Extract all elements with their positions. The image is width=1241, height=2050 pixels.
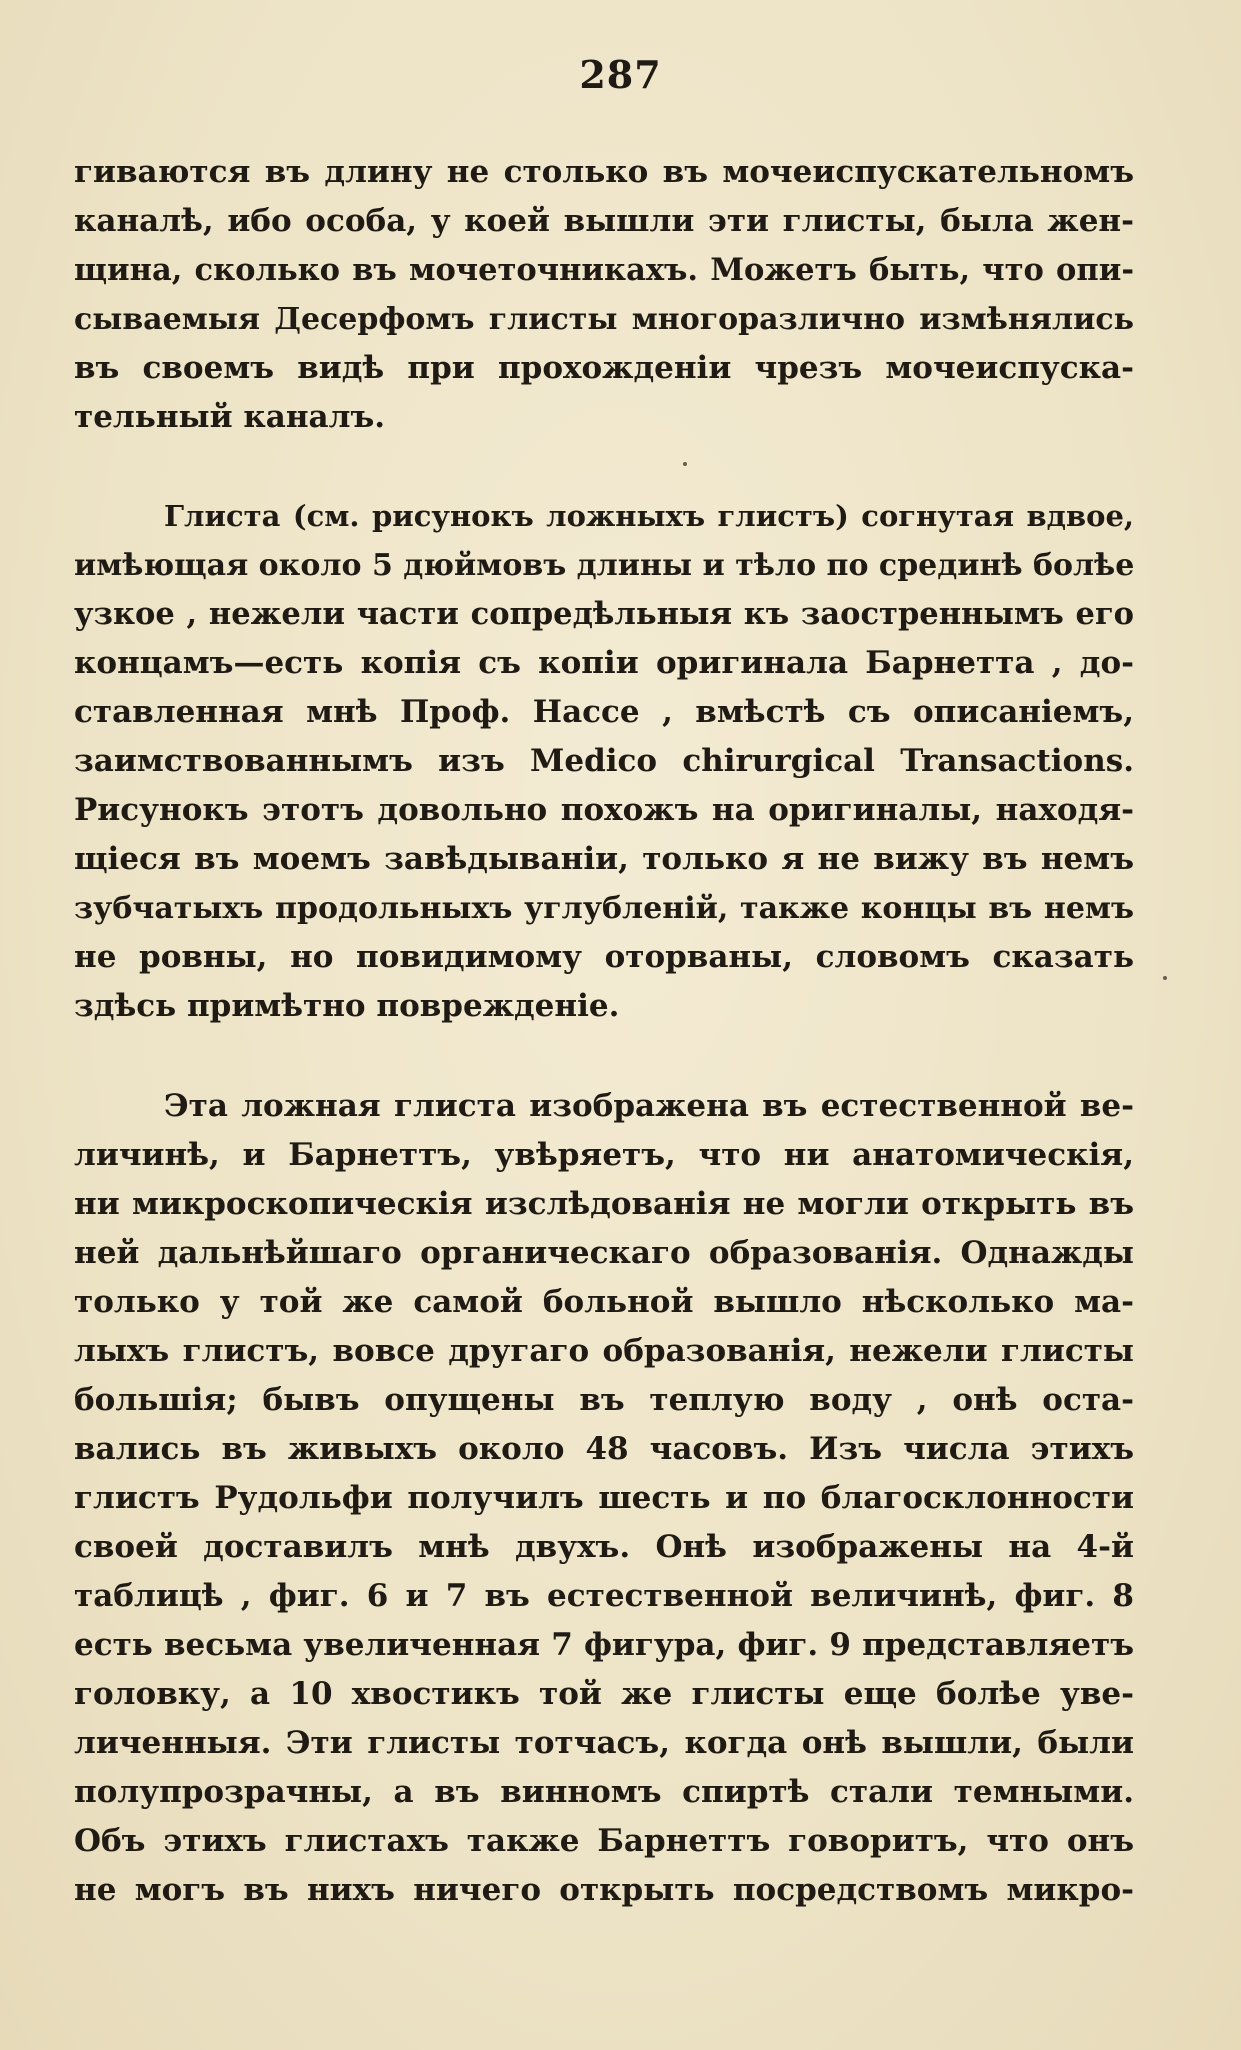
text-line: только у той же самой больной вышло нѣсколько ма- xyxy=(74,1284,1134,1320)
paragraph-1 xyxy=(74,148,1134,442)
text-line: полупрозрачны, а въ винномъ спиртѣ стали темными. xyxy=(74,1774,1134,1810)
text-line: не ровны, но повидимому оторваны, словомъ сказать xyxy=(74,939,1134,975)
paragraph-2 xyxy=(74,492,1134,1031)
text-line: ней дальнѣйшаго органическаго образованія. Однажды xyxy=(74,1235,1134,1271)
text-line: личинѣ, и Барнеттъ, увѣряетъ, что ни анатомическія, xyxy=(74,1137,1134,1173)
text-line: глистъ Рудольфи получилъ шесть и по благосклонности xyxy=(74,1480,1134,1516)
text-line: большія; бывъ опущены въ теплую воду , онѣ оста- xyxy=(74,1382,1134,1418)
print-speck xyxy=(1163,976,1167,980)
text-line: тельный каналъ. xyxy=(74,399,386,435)
text-line: не могъ въ нихъ ничего открыть посредствомъ микро- xyxy=(74,1872,1134,1908)
text-line: концамъ—есть копія съ копіи оригинала Барнетта , до- xyxy=(74,645,1134,681)
text-line: каналѣ, ибо особа, у коей вышли эти глисты, была жен- xyxy=(74,203,1134,239)
text-line: узкое , нежели части сопредѣльныя къ заостреннымъ его xyxy=(74,596,1134,632)
page-number: 287 xyxy=(579,52,662,97)
text-line: личенныя. Эти глисты тотчасъ, когда онѣ вышли, были xyxy=(74,1725,1134,1761)
text-line: своей доставилъ мнѣ двухъ. Онѣ изображены на 4-й xyxy=(74,1529,1134,1565)
text-line: есть весьма увеличенная 7 фигура, фиг. 9 представляетъ xyxy=(74,1627,1134,1663)
text-line: гиваются въ длину не столько въ мочеиспускательномъ xyxy=(74,154,1134,190)
text-line: сываемыя Десерфомъ глисты многоразлично измѣнялись xyxy=(74,302,1134,337)
text-line: ни микроскопическія изслѣдованія не могли открыть въ xyxy=(74,1186,1134,1222)
text-line: щина, сколько въ мочеточникахъ. Можетъ быть, что опи- xyxy=(74,252,1134,288)
text-line: вались въ живыхъ около 48 часовъ. Изъ числа этихъ xyxy=(74,1431,1134,1467)
text-line: зубчатыхъ продольныхъ углубленій, также концы въ немъ xyxy=(74,891,1134,926)
text-line: здѣсь примѣтно поврежденіе. xyxy=(74,988,620,1024)
text-line: имѣющая около 5 дюймовъ длины и тѣло по срединѣ болѣе xyxy=(74,548,1135,583)
text-line: таблицѣ , фиг. 6 и 7 въ естественной величинѣ, фиг. 8 xyxy=(74,1578,1134,1614)
text-line: Эта ложная глиста изображена въ естественной ве- xyxy=(164,1088,1134,1124)
text-line: Рисунокъ этотъ довольно похожъ на оригиналы, находя- xyxy=(74,792,1134,828)
text-line: ставленная мнѣ Проф. Нассе , вмѣстѣ съ описаніемъ, xyxy=(74,694,1134,730)
text-line: щіеся въ моемъ завѣдываніи, только я не вижу въ немъ xyxy=(74,841,1134,877)
text-line: Объ этихъ глистахъ также Барнеттъ говоритъ, что онъ xyxy=(74,1823,1134,1859)
text-line: головку, а 10 хвостикъ той же глисты еще болѣе уве- xyxy=(74,1676,1134,1712)
print-speck xyxy=(683,462,687,466)
paragraph-3 xyxy=(74,1082,1134,1915)
text-line: Глиста (см. рисунокъ ложныхъ глистъ) согнутая вдвое, xyxy=(164,499,1134,533)
text-line: лыхъ глистъ, вовсе другаго образованія, нежели глисты xyxy=(74,1333,1134,1369)
text-line: заимствованнымъ изъ Medico chirurgical Transactions. xyxy=(74,743,1134,779)
text-line: въ своемъ видѣ при прохожденіи чрезъ мочеиспуска- xyxy=(74,350,1134,386)
